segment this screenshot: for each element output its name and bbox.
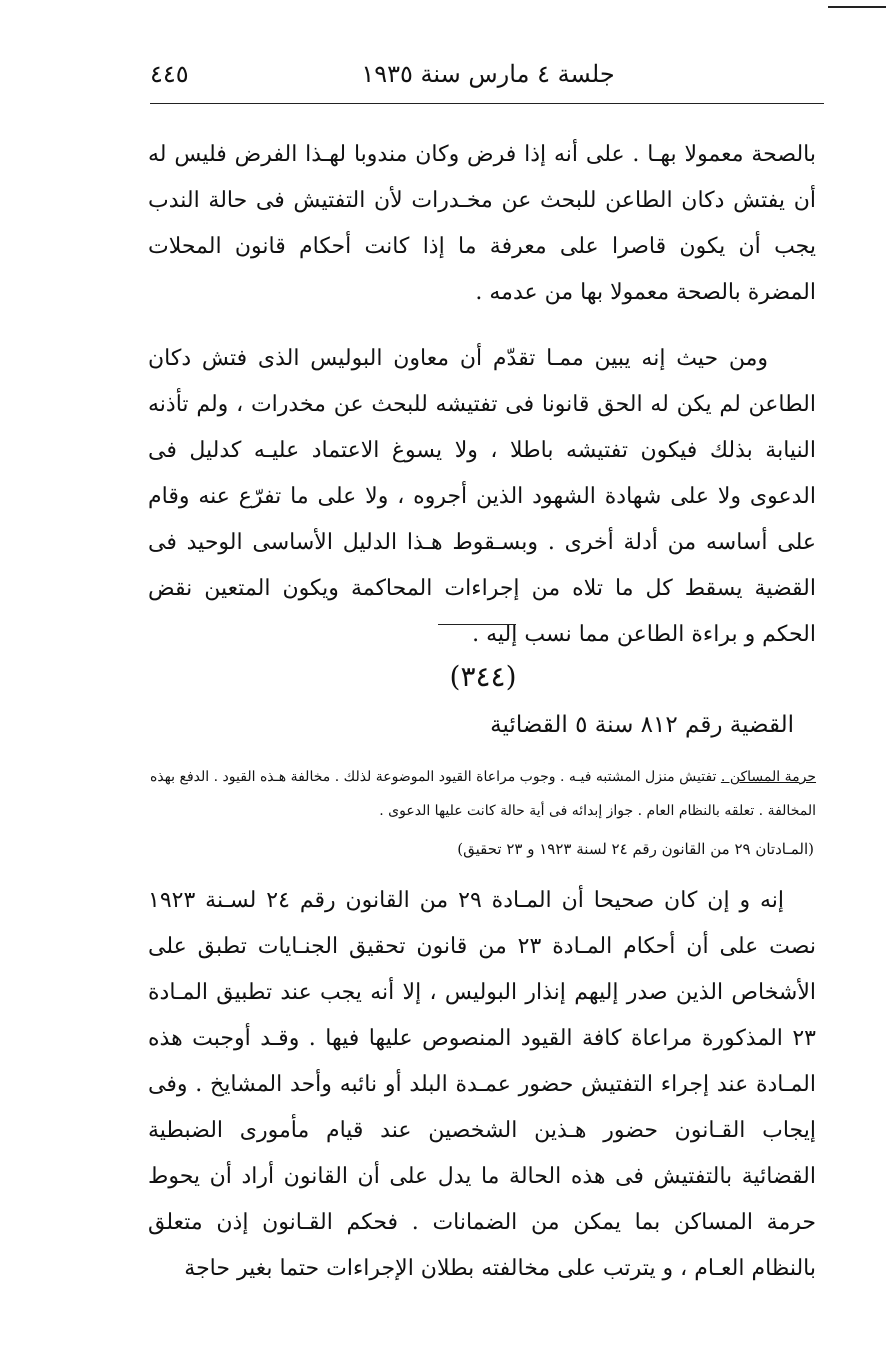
headnote [150, 760, 816, 828]
running-header [150, 52, 826, 102]
paragraph-2 [148, 336, 816, 658]
corner-mark [828, 6, 886, 8]
headnote-text: تفتيش منزل المشتبه فيـه . وجوب مراعاة القيود الموضوعة لذلك . مخالفة هـذه القيود . الدفع بهذه المخالفة . تعلقه بالنظام العام . جواز إبدائه فى أية حالة كانت عليها الدعوى . [150, 769, 816, 819]
section-separator [438, 624, 516, 625]
paragraph-1 [148, 132, 816, 316]
case-number: (٣٤٤) [449, 660, 517, 693]
legal-citation: (المـادتان ٢٩ من القانون رقم ٢٤ لسنة ١٩٢٣ و ٢٣ تحقيق) [457, 840, 814, 858]
paragraph-3 [148, 878, 816, 1292]
paragraph-2-text: ومن حيث إنه يبين ممـا تقدّم أن معاون البوليس الذى فتش دكان الطاعن لم يكن له الحق قانونا فى تفتيشه للبحث عن مخدرات ، ولم تأذنه النيابة بذلك فيكون تفتيشه باطلا ، ولا يسوغ الاعتماد عليـه كدليل فى الدعوى ولا على شهادة الشهود الذين أجروه ، ولا على ما تفرّع عنه وقام على أساسه من أدلة أخرى . وبسـقوط هـذا الدليل الأساسى الوحيد فى القضية يسقط كل ما تلاه من إجراءات المحاكمة ويكون المتعين نقض الحكم و براءة الطاعن مما نسب إليه . [148, 346, 816, 647]
page-number: ٤٤٥ [150, 60, 189, 88]
headnote-keyword: حرمة المساكن . [720, 769, 817, 785]
paragraph-1-text: بالصحة معمولا بهـا . على أنه إذا فرض وكان مندوبا لهـذا الفرض فليس له أن يفتش دكان الطاعن للبحث عن مخـدرات لأن التفتيش فى حالة الندب يجب أن يكون قاصرا على معرفة ما إذا كانت أحكام قانون المحلات المضرة بالصحة معمولا بها من عدمه . [148, 142, 816, 305]
paragraph-3-text: إنه و إن كان صحيحا أن المـادة ٢٩ من القانون رقم ٢٤ لسـنة ١٩٢٣ نصت على أن أحكام المـادة ٢٣ من قانون تحقيق الجنـايات تطبق على الأشخاص الذين صدر إليهم إنذار البوليس ، إلا أنه يجب عند تطبيق المـادة ٢٣ المذكورة مراعاة كافة القيود المنصوص عليها فيها . وقـد أوجبت هذه المـادة عند إجراء التفتيش حضور عمـدة البلد أو نائبه وأحد المشايخ . وفى إيجاب القـانون حضور هـذين الشخصين عند قيام مأمورى الضبطية القضائية بالتفتيش فى هذه الحالة ما يدل على أن القانون أراد أن يحوط حرمة المساكن بما يمكن من الضمانات . فحكم القـانون إذن متعلق بالنظام العـام ، و يترتب على مخالفته بطلان الإجراءات حتما بغير حاجة [148, 888, 816, 1281]
header-rule [150, 103, 824, 104]
header-title: جلسة ٤ مارس سنة ١٩٣٥ [361, 60, 615, 88]
case-title: القضية رقم ٨١٢ سنة ٥ القضائية [490, 712, 794, 738]
